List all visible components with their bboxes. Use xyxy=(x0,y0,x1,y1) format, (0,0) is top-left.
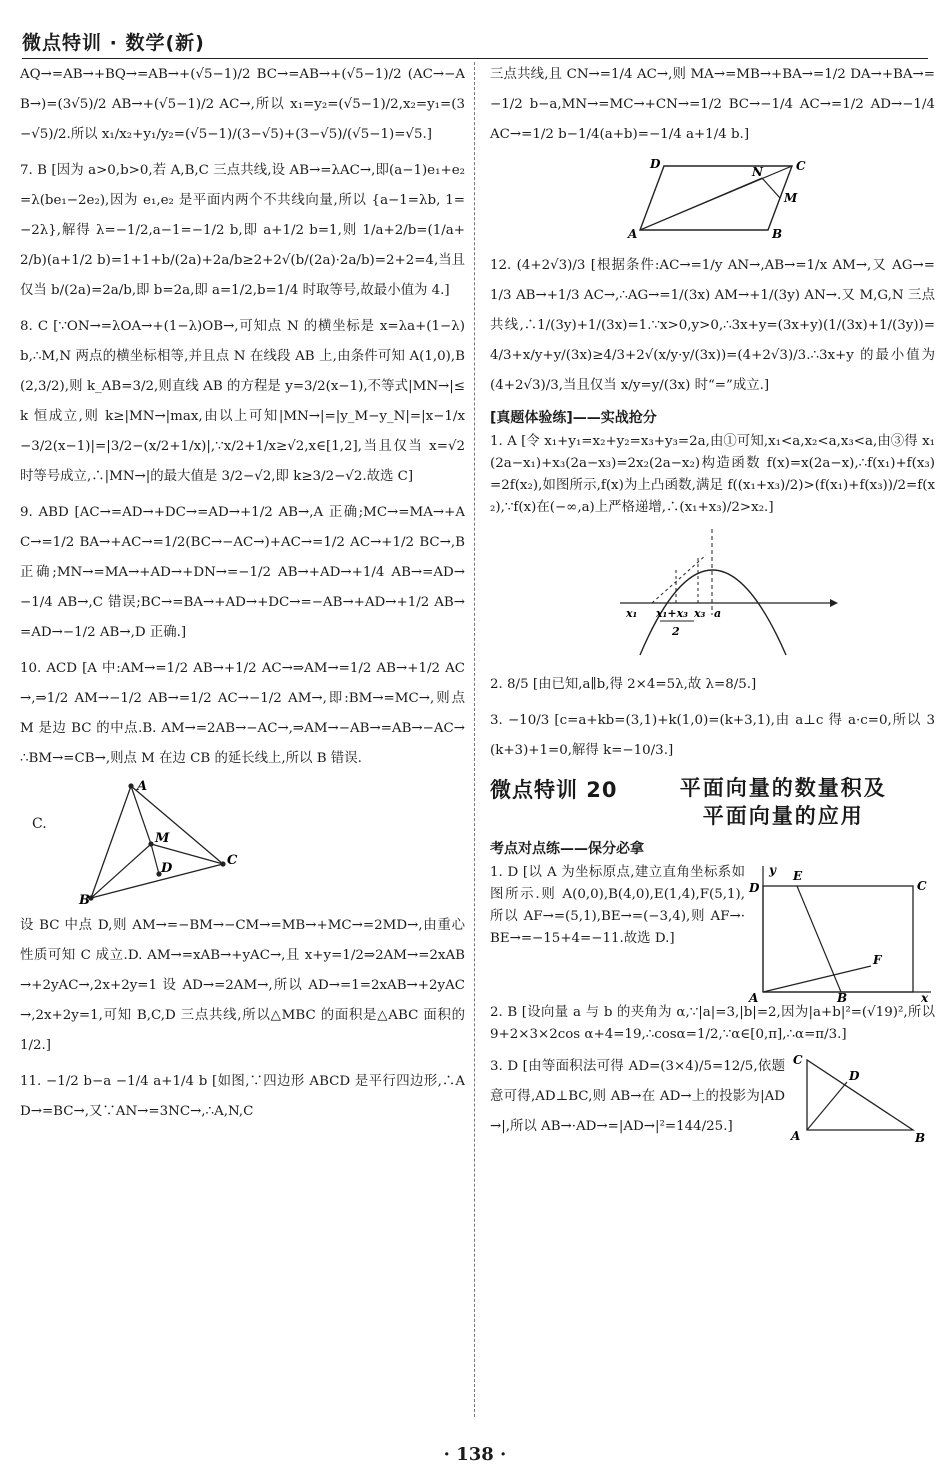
lesson-heading-line-2: 平面向量的应用 xyxy=(702,804,864,828)
real-answer-2: 2. 8/5 [由已知,a∥b,得 2×4=5λ,故 λ=8/5.] xyxy=(490,677,757,692)
answer-11-tail: 三点共线,且 CN→=1/4 AC→,则 MA→=MB→+BA→=1/2 DA→+BA→=−1/2 b−a,MN→=MC→+CN→=1/2 BC→−1/4 AC→=1/2 AD→−1/4 AC→=1/2 b−1/4(a+b)=−1/4 a+1/4 b.] xyxy=(490,67,935,142)
right-column xyxy=(490,60,935,1419)
real-answer-1: 1. A [令 x₁+y₁=x₂+y₂=x₃+y₃=2a,由①可知,x₁<a,x₂<a,x₃<a,由③得 x₁(2a−x₁)+x₃(2a−x₃)=2x₂(2a−x₂)构造函数 f(x)=x(2a−x),∴f(x₁)+f(x₃)=2f(x₂),如图所示,f(x)为上凸函数,满足 f((x₁+x₃)/2)>(f(x₁)+f(x₃))/2=f(x₂),∵f(x)在(−∞,a)上严格递增,∴(x₁+x₃)/2>x₂.] xyxy=(490,434,935,515)
para-label-c: C xyxy=(796,159,806,173)
rect-label-y: y xyxy=(769,863,776,877)
rect-label-a: A xyxy=(749,991,759,1002)
tri-label-m: M xyxy=(154,831,170,846)
tri-point-c xyxy=(220,861,225,866)
parabola-label-x3: x₃ xyxy=(694,607,706,620)
rect-label-b: B xyxy=(837,991,848,1002)
answer-6-tail: AQ→=AB→+BQ→=AB→+(√5−1)/2 BC→=AB→+(√5−1)/2 (AC→−AB→)=(3√5)/2 AB→+(√5−1)/2 AC→,所以 x₁=y₂=(√5−1)/2,x₂=y₁=(3−√5)/2.所以 x₁/x₂+y₁/y₂=(√5−1)/(3−√5)+(3−√5)/(√5−1)=√5.] xyxy=(20,67,465,142)
parabola-label-x1x3: x₁+x₃ xyxy=(656,607,688,620)
point-answer-3: 3. D [由等面积法可得 AD=(3×4)/5=12/5,依题意可得,AD⊥BC,则 AB→在 AD→上的投影为|AD→|,所以 AB→·AD→=|AD→|²=144/25.] xyxy=(490,1059,785,1134)
point-answer-2: 2. B [设向量 a 与 b 的夹角为 α,∵|a|=3,|b|=2,因为|a+b|²=(√19)²,所以 9+2×3×2cos α+4=19,∴cosα=1/2,∵α∈[0,π],∴α=π/3.] xyxy=(490,1005,935,1042)
tri-label-a: A xyxy=(136,780,147,794)
lesson-heading-line-1: 平面向量的数量积及 xyxy=(679,776,887,800)
real-answer-3: 3. −10/3 [c=a+kb=(3,1)+k(1,0)=(k+3,1),由 a⊥c 得 a·c=0,所以 3(k+3)+1=0,解得 k=−10/3.] xyxy=(490,713,935,758)
segment-an xyxy=(640,178,762,230)
rt-altitude-ad xyxy=(807,1082,847,1130)
header-title: 微点特训 · 数学(新) xyxy=(22,32,205,54)
parabola-figure xyxy=(620,525,840,660)
figure-triangle-row xyxy=(20,780,465,905)
answer-12: 12. (4+2√3)/3 [根据条件:AC→=1/y AN→,AB→=1/x AM→,又 AG→=1/3 AB→+1/3 AC→,∴AG→=1/(3x) AM→+1/(3y) AN→.又 M,G,N 三点共线,∴1/(3y)+1/(3x)=1.∵x>0,y>0,∴3x+y=(3x+y)(1/(3x)+1/(3y))=4/3+x/y+y/(3x)≥4/3+2√(x/y·y/(3x))=(4+2√3)/3.∴3x+y 的最小值为 (4+2√3)/3,当且仅当 x/y=y/(3x) 时“=”成立.] xyxy=(490,258,935,393)
answer-10: 10. ACD [A 中:AM→=1/2 AB→+1/2 AC→⇒AM→=1/2 AB→+1/2 AC→,⇒1/2 AM→−1/2 AB→=1/2 AC→−1/2 AM→,即:BM→=MC→,则点 M 是边 BC 的中点.B. AM→=2AB→−AC→,⇒AM→−AB→=AB→−AC→∴BM→=CB→,则点 M 在边 CB 的延长线上,所以 B 错误. xyxy=(20,661,465,766)
parabola-label-a: a xyxy=(714,607,722,620)
para-label-b: B xyxy=(772,227,783,241)
rt-triangle-abc xyxy=(807,1060,913,1130)
parabola-label-two: 2 xyxy=(672,625,680,638)
rt-label-b: B xyxy=(915,1131,926,1145)
para-label-n: N xyxy=(752,165,763,179)
point-answer-1: 1. D [以 A 为坐标原点,建立直角坐标系如图所示.则 A(0,0),B(4,0),E(1,4),F(5,1),所以 AF→=(5,1),BE→=(−3,4),则 AF→·BE→=−15+4=−11.故选 D.] xyxy=(490,865,745,946)
triangle-figure xyxy=(61,780,261,905)
point-3-row xyxy=(490,1052,935,1152)
answer-8: 8. C [∵ON→=λOA→+(1−λ)OB→,可知点 N 的横坐标是 x=λa+(1−λ)b,∴M,N 两点的横坐标相等,并且点 N 在线段 AB 上,由条件可知 A(1,0),B(2,3/2),则 k_AB=3/2,则直线 AB 的方程是 y=3/2(x−1),不等式|MN→|≤k 恒成立,则 k≥|MN→|max,由以上可知|MN→|=|y_M−y_N|=|x−1/x−3/2(x−1)|=|3/2−(x/2+1/x)|,∵x/2+1/x≥√2,x∈[1,2],当且仅当 x=√2 时等号成立,∴|MN→|的最大值是 3/2−√2,即 k≥3/2−√2.故选 C] xyxy=(20,319,465,484)
tri-point-a xyxy=(128,783,133,788)
rectangle-figure xyxy=(745,862,935,1002)
tri-point-m xyxy=(148,841,153,846)
lesson-title xyxy=(490,774,935,830)
tri-label-c: C xyxy=(226,853,238,868)
para-label-a: A xyxy=(628,227,638,241)
parabola-axis-arrow xyxy=(830,599,838,607)
figure-c-label: C. xyxy=(32,816,47,832)
segment-af xyxy=(763,966,871,992)
rt-label-d: D xyxy=(849,1069,860,1083)
lesson-heading xyxy=(632,774,935,830)
rect-label-f: F xyxy=(873,953,882,967)
rect-label-e: E xyxy=(793,869,803,883)
rect-label-d: D xyxy=(749,881,760,895)
answer-7: 7. B [因为 a>0,b>0,若 A,B,C 三点共线,设 AB→=λAC→,即(a−1)e₁+e₂=λ(be₁−2e₂),因为 e₁,e₂ 是平面内两个不共线向量,所以 {a−1=λb, 1=−2λ},解得 λ=−1/2,a−1=−1/2 b,即 a+1/2 b=1,则 1/a+2/b=(1/a+2/b)(a+1/2 b)=1+1+b/(2a)+2a/b≥2+2√(b/(2a)·2a/b)=2+2=4,当且仅当 b/(2a)=2a/b,即 b=2a,即 a=1/2,b=1/4 时取等号,故最小值为 4.] xyxy=(20,163,465,298)
rt-label-c: C xyxy=(793,1053,803,1067)
tri-label-d: D xyxy=(160,861,172,876)
section-point-practice: 考点对点练——保分必拿 xyxy=(490,841,644,857)
parabola-label-x1: x₁ xyxy=(626,607,638,620)
column-divider xyxy=(474,62,475,1417)
answer-10-continued: 设 BC 中点 D,则 AM→=−BM→−CM→=MB→+MC→=2MD→,由重心性质可知 C 成立.D. AM→=xAB→+yAC→,且 x+y=1/2⇒2AM→=2xAB→+2yAC→,2x+2y=1 设 AD→=2AM→,所以 AD→=1=2xAB→+2yAC→,2x+2y=1,可知 B,C,D 三点共线,所以△MBC 的面积是△ABC 面积的 1/2.] xyxy=(20,918,465,1053)
para-label-d: D xyxy=(650,157,661,171)
right-triangle-figure xyxy=(785,1052,935,1152)
rect-label-c: C xyxy=(917,879,927,893)
rect-abcd xyxy=(763,886,913,992)
tri-segment-md xyxy=(151,844,159,874)
parallelogram-figure xyxy=(620,156,810,241)
answer-9: 9. ABD [AC→=AD→+DC→=AD→+1/2 AB→,A 正确;MC→=MA→+AC→=1/2 BA→+AC→=1/2(BC→−AC→)+AC→=1/2 AC→+1/2 BC→,B 正确;MN→=MA→+AD→+DN→=−1/2 AB→+AD→+1/4 AB→=AD→−1/4 AB→,C 错误;BC→=BA→+AD→+DC→=−AB→+AD→+1/2 AB→=AD→−1/2 AB→,D 正确.] xyxy=(20,505,465,640)
para-label-m: M xyxy=(784,191,798,205)
rect-label-x: x xyxy=(921,991,929,1002)
answer-11: 11. −1/2 b−a −1/4 a+1/4 b [如图,∵四边形 ABCD 是平行四边形,∴AD→=BC→,又∵AN→=3NC→,∴A,N,C xyxy=(20,1074,465,1119)
figure-parabola-wrap xyxy=(490,525,935,664)
point-1-row xyxy=(490,862,935,1002)
left-column xyxy=(20,60,465,1419)
tri-label-b: B xyxy=(78,893,90,905)
tri-edge-ab xyxy=(91,786,131,898)
lesson-tag: 微点特训 20 xyxy=(490,778,618,802)
page-number: · 138 · xyxy=(443,1444,507,1465)
rt-label-a: A xyxy=(791,1129,801,1143)
page-header xyxy=(22,16,928,59)
tri-edge-bc xyxy=(91,864,223,898)
section-real-exam: [真题体验练]——实战抢分 xyxy=(490,410,657,426)
segment-nm xyxy=(762,178,780,198)
segment-be xyxy=(797,886,841,992)
figure-parallelogram-wrap xyxy=(490,156,935,245)
